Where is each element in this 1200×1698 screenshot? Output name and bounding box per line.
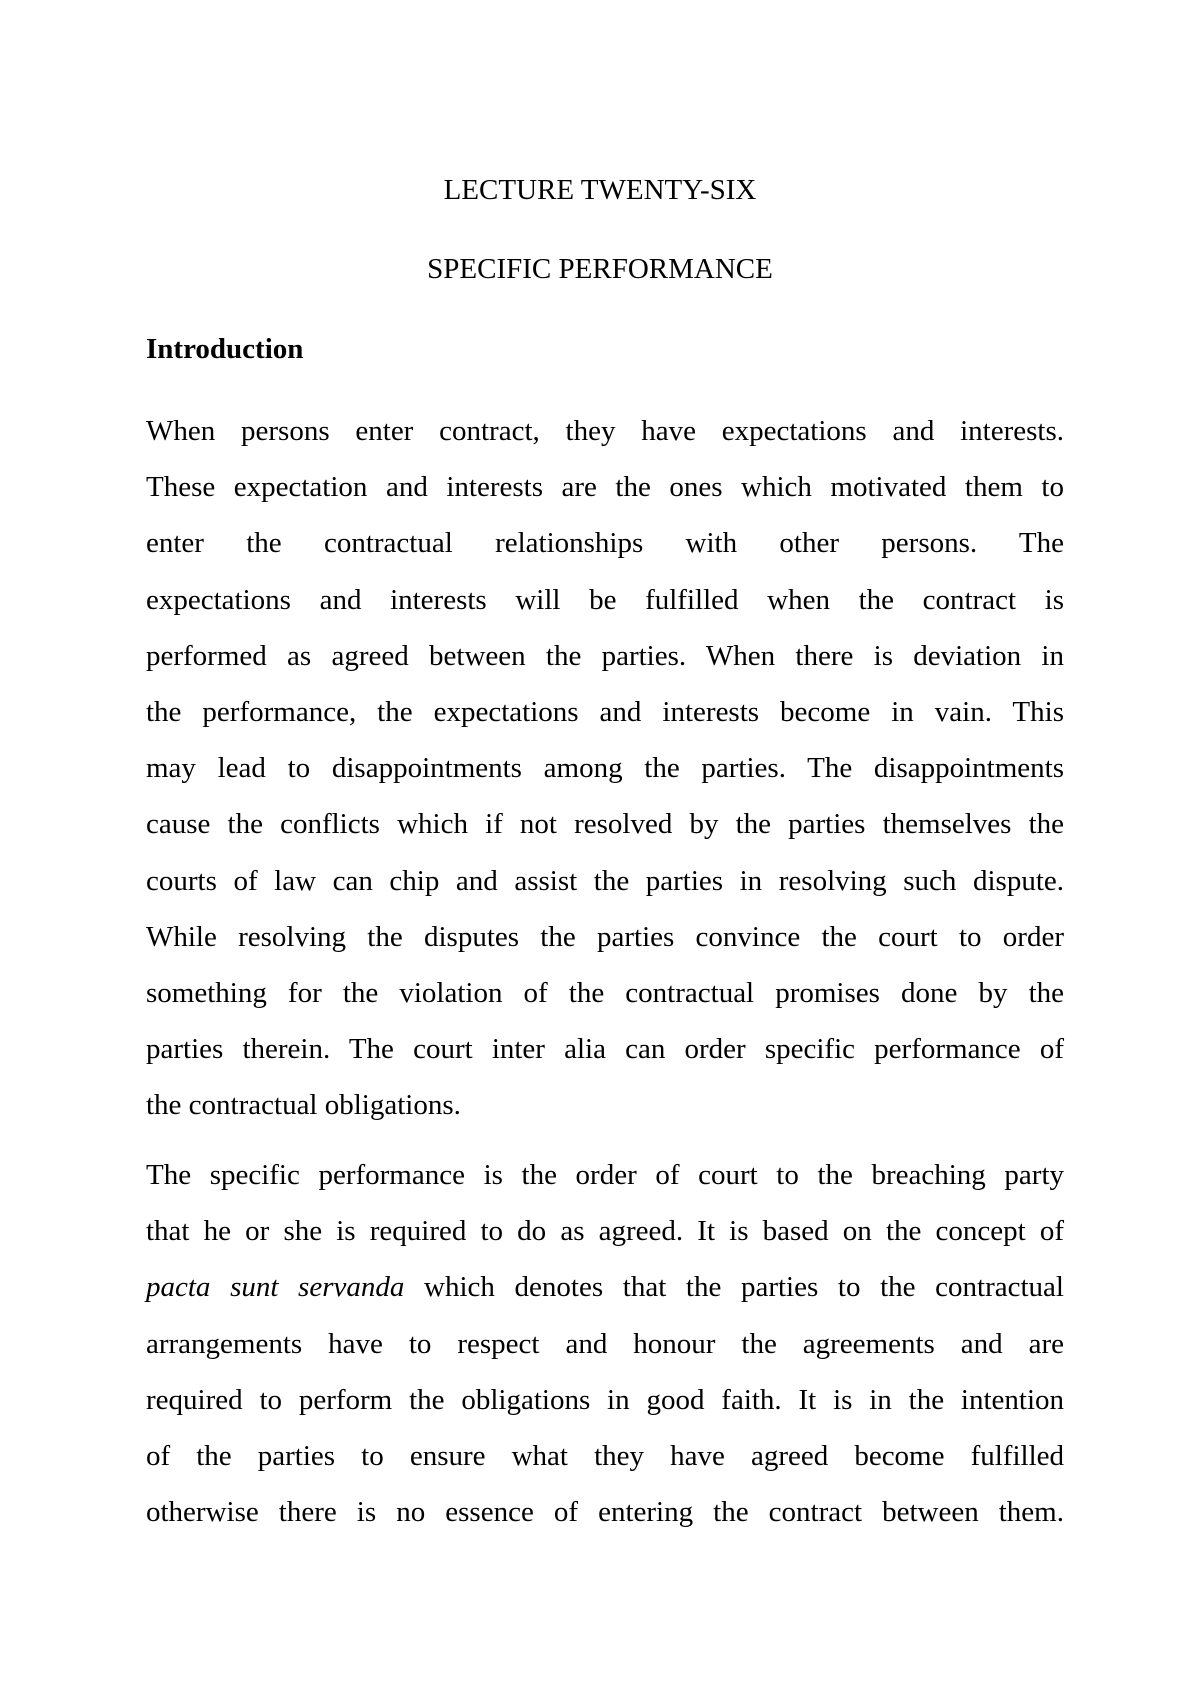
latin-maxim-italic: pacta sunt servanda [146,1271,405,1304]
paragraph-line: When persons enter contract, they have expectations and interests. [146,415,1064,447]
section-title: SPECIFIC PERFORMANCE [427,253,773,285]
paragraph-line: of the parties to ensure what they have agreed become fulfilled [146,1439,1064,1472]
paragraph-line-latin-maxim [146,1259,1064,1315]
paragraph-line: While resolving the disputes the parties convince the court to order [146,920,1064,953]
paragraph-line: arrangements have to respect and honour the agreements and are [146,1327,1064,1360]
paragraph-line-rest: which denotes that the parties to the contractual [404,1271,1064,1304]
lecture-title: LECTURE TWENTY-SIX [443,174,757,206]
paragraph-line: that he or she is required to do as agreed. It is based on the concept of [146,1215,1064,1248]
paragraph-line: cause the conflicts which if not resolved by the parties themselves the [146,808,1064,841]
paragraph-line: expectations and interests will be fulfilled when the contract is [146,583,1064,616]
paragraph-line: required to perform the obligations in good faith. It is in the intention [146,1383,1064,1416]
subheading-introduction: Introduction [146,333,304,365]
paragraph-line: parties therein. The court inter alia can order specific performance of [146,1033,1064,1066]
paragraph-line: The specific performance is the order of court to the breaching party [146,1159,1064,1191]
paragraph-line: otherwise there is no essence of entering the contract between them. [146,1496,1064,1529]
paragraph-line: enter the contractual relationships with other persons. The [146,527,1064,560]
paragraph-line: performed as agreed between the parties. When there is deviation in [146,639,1064,672]
paragraph-introduction [146,403,1064,1133]
paragraph-line: These expectation and interests are the ones which motivated them to [146,471,1064,504]
paragraph-line: the contractual obligations. [146,1089,461,1122]
paragraph-line: may lead to disappointments among the parties. The disappointments [146,752,1064,785]
paragraph-line: courts of law can chip and assist the parties in resolving such dispute. [146,864,1064,897]
paragraph-line: the performance, the expectations and interests become in vain. This [146,695,1064,728]
paragraph-specific-performance [146,1147,1064,1540]
paragraph-line: something for the violation of the contractual promises done by the [146,976,1064,1009]
